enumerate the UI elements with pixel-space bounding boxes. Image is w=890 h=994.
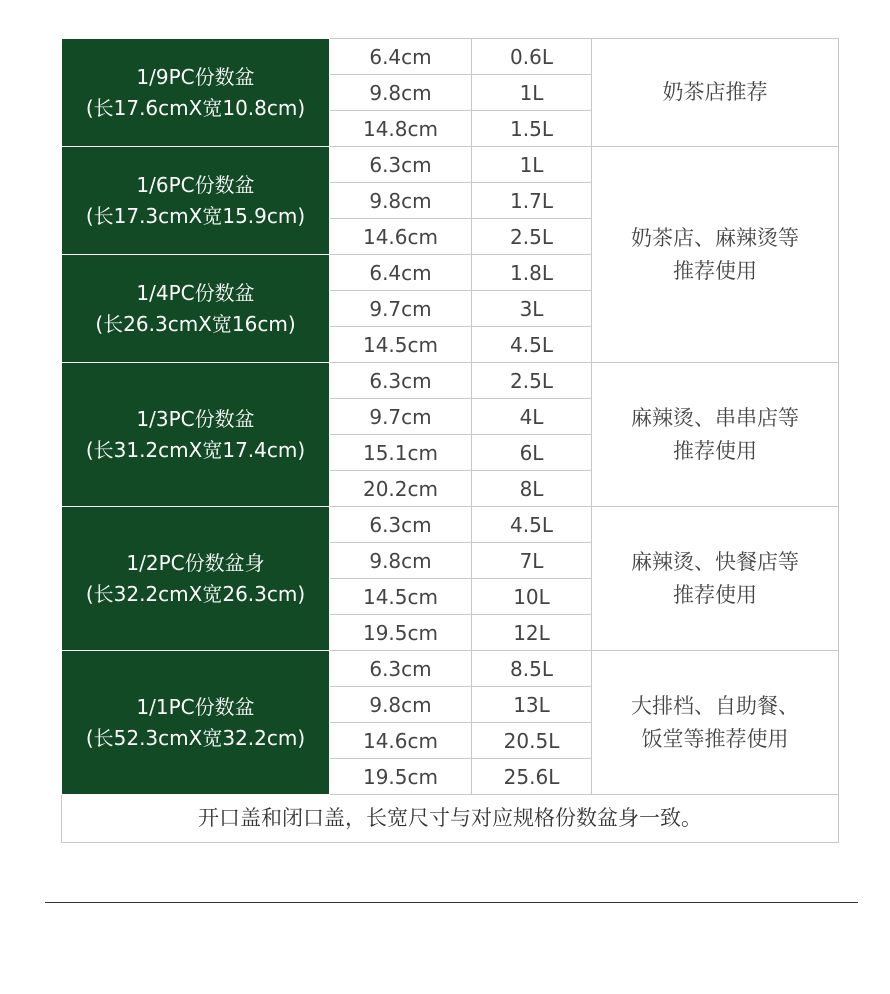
size-dims: (长17.3cmX宽15.9cm) bbox=[85, 203, 306, 228]
size-cell bbox=[62, 147, 330, 255]
volume-cell: 7L bbox=[472, 543, 592, 579]
height-cell: 9.8cm bbox=[330, 75, 472, 111]
height-cell: 14.6cm bbox=[330, 219, 472, 255]
size-cell bbox=[62, 507, 330, 651]
height-cell: 14.5cm bbox=[330, 327, 472, 363]
height-cell: 9.8cm bbox=[330, 687, 472, 723]
volume-cell: 13L bbox=[472, 687, 592, 723]
use-cell bbox=[592, 363, 839, 507]
use-cell bbox=[592, 147, 839, 363]
volume-cell: 0.6L bbox=[472, 39, 592, 75]
volume-cell: 8.5L bbox=[472, 651, 592, 687]
use-line: 奶茶店推荐 bbox=[662, 80, 768, 105]
table-row bbox=[62, 651, 839, 687]
size-dims: (长52.3cmX宽32.2cm) bbox=[85, 725, 306, 750]
volume-cell: 1.5L bbox=[472, 111, 592, 147]
size-cell bbox=[62, 363, 330, 507]
volume-cell: 6L bbox=[472, 435, 592, 471]
use-line: 推荐使用 bbox=[673, 258, 757, 283]
use-line: 麻辣烫、串串店等 bbox=[631, 405, 799, 430]
volume-cell: 20.5L bbox=[472, 723, 592, 759]
height-cell: 14.5cm bbox=[330, 579, 472, 615]
size-dims: (长26.3cmX宽16cm) bbox=[95, 311, 296, 336]
height-cell: 9.8cm bbox=[330, 543, 472, 579]
size-dims: (长17.6cmX宽10.8cm) bbox=[85, 95, 306, 120]
height-cell: 6.3cm bbox=[330, 147, 472, 183]
height-cell: 14.8cm bbox=[330, 111, 472, 147]
size-cell bbox=[62, 255, 330, 363]
height-cell: 6.3cm bbox=[330, 651, 472, 687]
size-name: 1/3PC份数盆 bbox=[136, 406, 255, 431]
height-cell: 6.4cm bbox=[330, 255, 472, 291]
size-dims: (长31.2cmX宽17.4cm) bbox=[85, 437, 306, 462]
volume-cell: 1.7L bbox=[472, 183, 592, 219]
volume-cell: 2.5L bbox=[472, 219, 592, 255]
spec-table bbox=[61, 38, 839, 843]
size-cell bbox=[62, 651, 330, 795]
volume-cell: 4.5L bbox=[472, 327, 592, 363]
height-cell: 9.7cm bbox=[330, 291, 472, 327]
volume-cell: 4L bbox=[472, 399, 592, 435]
size-name: 1/2PC份数盆身 bbox=[126, 550, 265, 575]
table-row bbox=[62, 39, 839, 75]
size-name: 1/4PC份数盆 bbox=[136, 280, 255, 305]
height-cell: 6.3cm bbox=[330, 507, 472, 543]
volume-cell: 10L bbox=[472, 579, 592, 615]
height-cell: 6.4cm bbox=[330, 39, 472, 75]
use-line: 推荐使用 bbox=[673, 582, 757, 607]
volume-cell: 4.5L bbox=[472, 507, 592, 543]
height-cell: 9.8cm bbox=[330, 183, 472, 219]
table-row bbox=[62, 507, 839, 543]
volume-cell: 1.8L bbox=[472, 255, 592, 291]
height-cell: 9.7cm bbox=[330, 399, 472, 435]
table-row bbox=[62, 795, 839, 843]
height-cell: 19.5cm bbox=[330, 759, 472, 795]
volume-cell: 2.5L bbox=[472, 363, 592, 399]
use-line: 饭堂等推荐使用 bbox=[641, 726, 789, 751]
height-cell: 19.5cm bbox=[330, 615, 472, 651]
use-cell bbox=[592, 39, 839, 147]
size-name: 1/9PC份数盆 bbox=[136, 64, 255, 89]
table-row bbox=[62, 363, 839, 399]
height-cell: 15.1cm bbox=[330, 435, 472, 471]
volume-cell: 25.6L bbox=[472, 759, 592, 795]
volume-cell: 12L bbox=[472, 615, 592, 651]
use-cell bbox=[592, 651, 839, 795]
divider bbox=[45, 902, 858, 903]
size-name: 1/6PC份数盆 bbox=[136, 172, 255, 197]
volume-cell: 1L bbox=[472, 75, 592, 111]
use-line: 大排档、自助餐、 bbox=[631, 693, 799, 718]
footer-note: 开口盖和闭口盖，长宽尺寸与对应规格份数盆身一致。 bbox=[62, 795, 839, 843]
size-name: 1/1PC份数盆 bbox=[136, 694, 255, 719]
volume-cell: 1L bbox=[472, 147, 592, 183]
size-dims: (长32.2cmX宽26.3cm) bbox=[85, 581, 306, 606]
height-cell: 6.3cm bbox=[330, 363, 472, 399]
use-line: 麻辣烫、快餐店等 bbox=[631, 549, 799, 574]
use-cell bbox=[592, 507, 839, 651]
use-line: 推荐使用 bbox=[673, 438, 757, 463]
use-line: 奶茶店、麻辣烫等 bbox=[631, 225, 799, 250]
height-cell: 20.2cm bbox=[330, 471, 472, 507]
height-cell: 14.6cm bbox=[330, 723, 472, 759]
volume-cell: 8L bbox=[472, 471, 592, 507]
volume-cell: 3L bbox=[472, 291, 592, 327]
table-row bbox=[62, 147, 839, 183]
size-cell bbox=[62, 39, 330, 147]
